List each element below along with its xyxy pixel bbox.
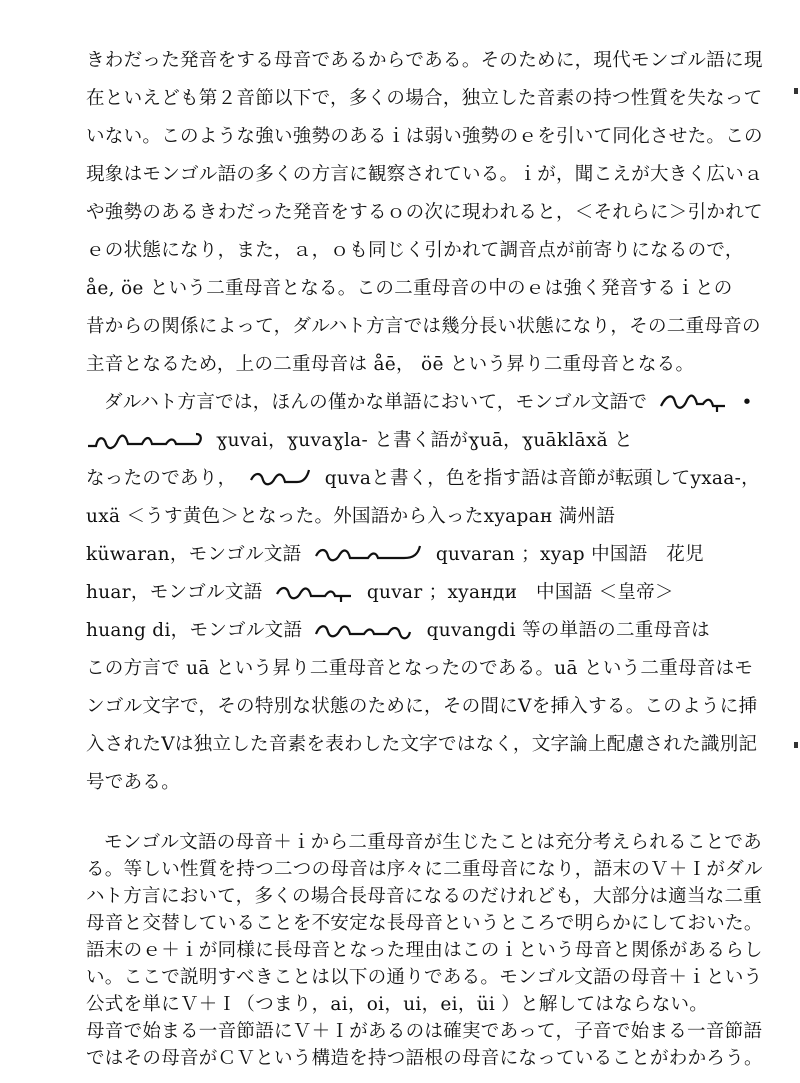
text-line: ｅの状態になり，また，ａ，ｏも同じく引かれて調音点が前寄りになるので，	[86, 240, 744, 261]
text-line: モンゴル文語の母音＋ｉから二重母音が生じたことは充分考えられることであ	[104, 832, 763, 853]
text-line: ではその母音がＣＶという構造を持つ語根の母音になっていることがわかろう。	[86, 1048, 763, 1069]
text-line: 入されたVは独立した音素を表わした文字ではなく，文字論上配慮された識別記	[86, 734, 758, 755]
text-line: ンゴル文字で，その特別な状態のために，その間にVを挿入する。このように挿	[86, 696, 758, 717]
text-line	[86, 542, 718, 568]
text-fragment: ɣuvai，ɣuvaɣla- と書く語がɣuā，ɣuāklāxă と	[216, 430, 633, 451]
text-fragment: küwaran，モンゴル文語	[86, 544, 302, 565]
mongolian-script-word	[249, 468, 313, 490]
text-line: 語末のｅ＋ｉが同様に長母音となった理由はこのｉという母音と関係があるらし	[86, 940, 763, 961]
text-line: いない。このような強い強勢のあるｉは弱い強勢のｅを引いて同化させた。この	[86, 126, 763, 147]
text-line	[86, 428, 718, 454]
text-line	[86, 618, 718, 644]
text-line	[86, 390, 753, 416]
text-line: い。ここで説明すべきことは以下の通りである。モンゴル文語の母音＋ｉという	[86, 967, 763, 988]
text-fragment: quvar ；xyaнди 中国語 ＜皇帝＞	[366, 582, 674, 603]
text-fragment: quvaran ；xyap 中国語 花児	[435, 544, 704, 565]
text-line: 公式を単にＶ＋Ｉ（つまり，ai，oi，ui，ei，üi ）と解してはならない。	[86, 994, 709, 1015]
mongolian-script-word	[275, 582, 355, 604]
text-line: 現象はモンゴル語の多くの方言に観察されている。ｉが，聞こえが大きく広いａ	[86, 164, 763, 185]
text-line: この方言で uā という昇り二重母音となったのである。uā という二重母音はモ	[86, 658, 754, 679]
text-line	[86, 580, 718, 606]
text-line: や強勢のあるきわだった発音をするｏの次に現われると，＜それらに＞引かれて	[86, 202, 763, 223]
scan-edge-mark	[794, 88, 798, 94]
mongolian-script-word	[314, 620, 414, 642]
text-line: 主音となるため，上の二重母音は åē， öē という昇り二重母音となる。	[86, 354, 695, 375]
text-line: る。等しい性質を持つ二つの母音は序々に二重母音になり，語末のＶ＋Ｉがダル	[86, 859, 763, 880]
text-line: 在といえども第２音節以下で，多くの場合，独立した音素の持つ性質を失なって	[86, 88, 763, 109]
text-fragment: quvangdi 等の単語の二重母音は	[426, 620, 710, 641]
text-fragment: •	[741, 392, 753, 413]
text-line: きわだった発音をする母音であるからである。そのために，現代モンゴル語に現	[86, 50, 763, 71]
mongolian-script-word	[659, 392, 729, 414]
text-fragment: ダルハト方言では，ほんの僅かな単語において，モンゴル文語で	[104, 392, 648, 413]
text-fragment: quvaと書く，色を指す語は音節が転頭してyxaa-，	[324, 468, 760, 489]
text-line	[86, 466, 760, 492]
text-line: åe, öe という二重母音となる。この二重母音の中のｅは強く発音するｉとの	[86, 278, 733, 299]
scan-edge-mark	[794, 742, 798, 748]
text-fragment: huang di，モンゴル文語	[86, 620, 303, 641]
text-line: 昔からの関係によって，ダルハト方言では幾分長い状態になり，その二重母音の	[86, 316, 761, 337]
text-line: ハト方言において，多くの場合長母音になるのだけれども，大部分は適当な二重	[86, 886, 763, 907]
mongolian-script-word	[86, 430, 204, 452]
text-fragment: huar，モンゴル文語	[86, 582, 263, 603]
text-line: 母音で始まる一音節語にＶ＋Ｉがあるのは確実であって，子音で始まる一音節語	[86, 1021, 763, 1042]
text-line: uxä ＜うす黄色＞となった。外国語から入ったxyapaн 満州語	[86, 506, 616, 527]
text-fragment: なったのであり，	[86, 468, 237, 489]
text-line: 母音と交替していることを不安定な長母音というところで明らかにしておいた。	[86, 913, 763, 934]
text-line: 号である。	[86, 772, 181, 793]
mongolian-script-word	[314, 544, 424, 566]
